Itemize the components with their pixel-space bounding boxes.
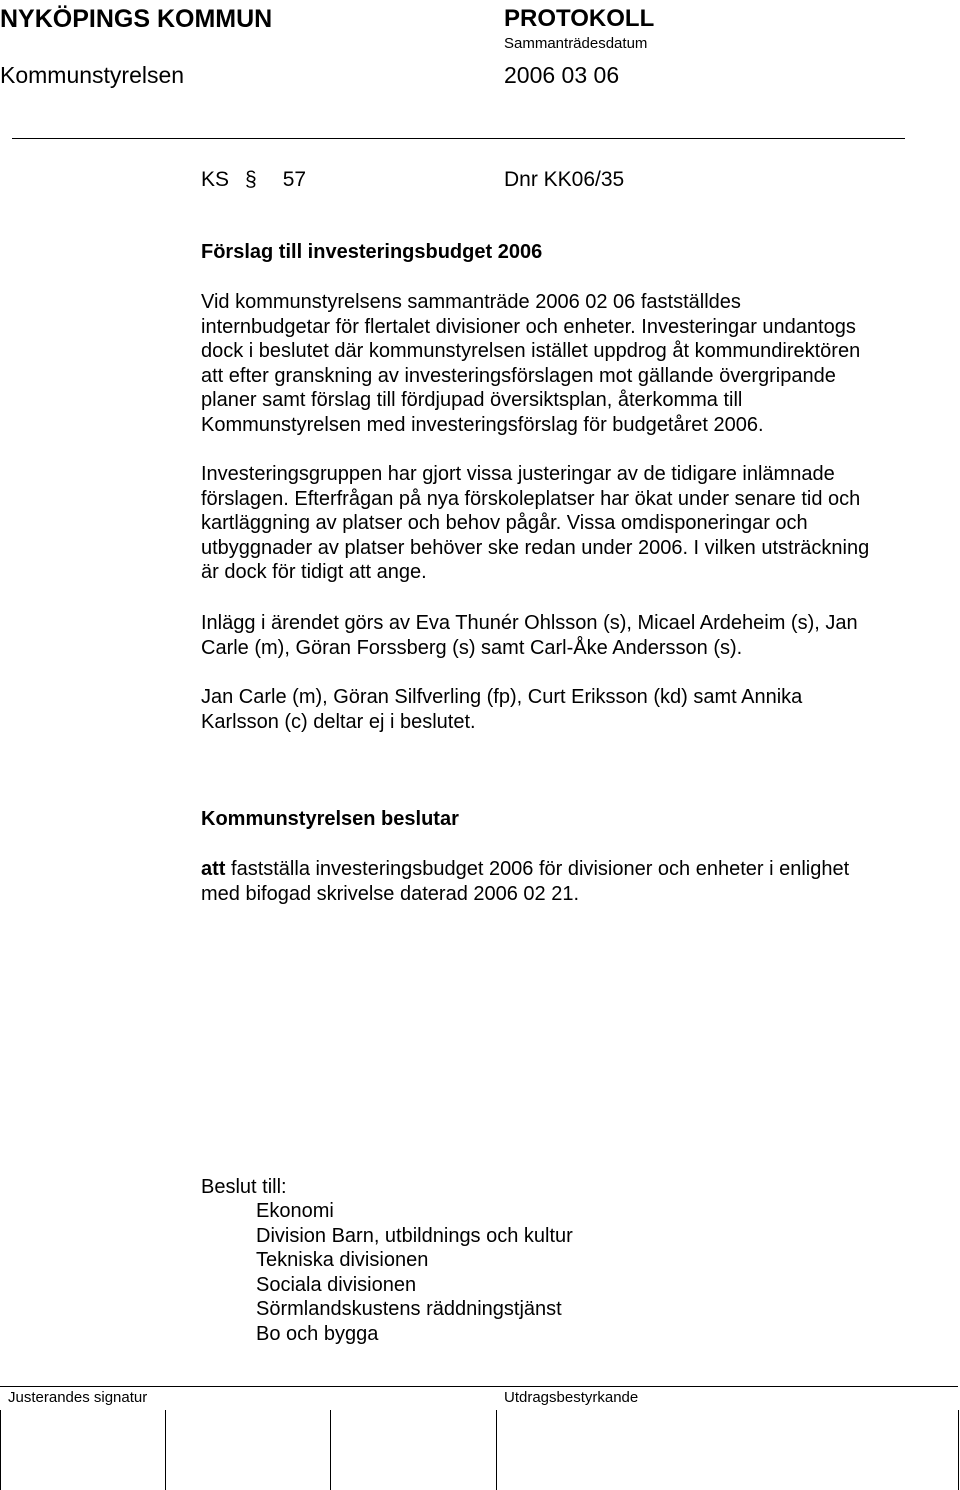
text-line: Jan Carle (m), Göran Silfverling (fp), Curt Eriksson (kd) samt Annika [201,686,803,708]
case-number [201,168,306,193]
paragraph-abstentions [201,685,802,734]
organization-name: NYKÖPINGS KOMMUN [0,5,273,33]
signature-box-divider [0,1410,1,1490]
signature-box-divider [496,1410,497,1490]
recipient-list [256,1199,573,1346]
text-line: utbyggnader av platser behöver ske redan under 2006. I vilken utsträckning [201,536,870,559]
text-line: Karlsson (c) deltar ej i beslutet. [201,710,476,733]
document-type: PROTOKOLL [504,5,655,32]
certified-label: Utdragsbestyrkande [504,1389,639,1406]
text-line: Investeringsgruppen har gjort vissa justeringar av de tidigare inlämnade [201,463,835,485]
recipient-item: Sörmlandskustens räddningstjänst [256,1298,562,1320]
recipient-item: Ekonomi [256,1200,334,1222]
text-line: Inlägg i ärendet görs av Eva Thunér Ohlsson (s), Micael Ardeheim (s), Jan [201,612,858,634]
text-line: Carle (m), Göran Forssberg (s) samt Carl-Åke Andersson (s). [201,636,743,659]
footer-divider [0,1386,958,1387]
distribution-label: Beslut till: [201,1176,287,1198]
signature-label: Justerandes signatur [8,1389,148,1406]
paragraph-adjustments [201,462,869,585]
section-number: 57 [282,168,307,191]
recipient-item: Tekniska divisionen [256,1249,429,1271]
committee-name: Kommunstyrelsen [0,62,185,88]
document-title: Förslag till investeringsbudget 2006 [201,241,543,263]
section-symbol: § [245,168,257,191]
header-divider [12,138,905,139]
recipient-item: Sociala divisionen [256,1273,417,1296]
signature-box-divider [958,1410,959,1490]
text-line: planer samt förslag till fördjupad översiktsplan, återkomma till [201,389,743,411]
text-line: att efter granskning av investeringsförslagen mot gällande övergripande [201,364,836,387]
signature-box-divider [330,1410,331,1490]
text-line: dock i beslutet där kommunstyrelsen istället uppdrog åt kommundirektören [201,340,861,362]
text-line [201,857,849,882]
signature-box-divider [165,1410,166,1490]
recipient-item: Division Barn, utbildnings och kultur [256,1224,573,1247]
meeting-date: 2006 03 06 [504,62,620,88]
paragraph-background [201,290,860,437]
text-line: med bifogad skrivelse daterad 2006 02 21. [201,882,580,905]
diary-number: Dnr KK06/35 [504,168,625,191]
text-line: kartläggning av platser och behov pågår. Vissa omdisponeringar och [201,512,808,534]
text-line: Kommunstyrelsen med investeringsförslag för budgetåret 2006. [201,413,764,436]
text-line: förslagen. Efterfrågan på nya förskoleplatser har ökat under senare tid och [201,487,861,510]
case-prefix: KS [201,168,230,191]
text-line: internbudgetar för flertalet divisioner och enheter. Investeringar undantogs [201,315,856,338]
decision-heading: Kommunstyrelsen beslutar [201,808,459,830]
decision-line-rest: fastställa investeringsbudget 2006 för divisioner och enheter i enlighet [225,858,850,880]
decision-att: att [201,858,226,880]
text-line: är dock för tidigt att ange. [201,561,427,583]
meeting-date-label: Sammanträdesdatum [504,35,648,52]
text-line: Vid kommunstyrelsens sammanträde 2006 02 06 fastställdes [201,291,741,313]
paragraph-speakers [201,611,858,660]
recipient-item: Bo och bygga [256,1322,379,1345]
decision-text [201,857,849,906]
